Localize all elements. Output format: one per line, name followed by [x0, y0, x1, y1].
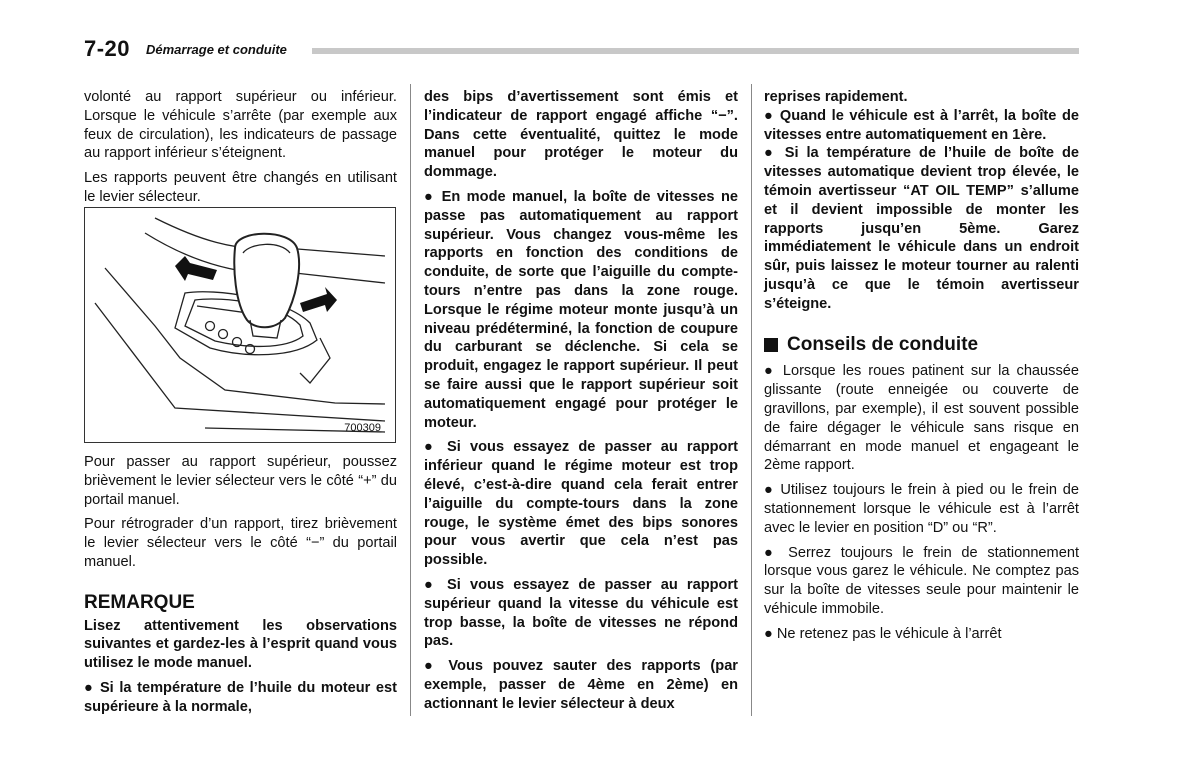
arrow-up-shift-icon — [175, 256, 217, 281]
paragraph: ● En mode manuel, la boîte de vitesses ne passe pas automatiquement au rapport supérieur. Vous changez vous-même les rapports en fonction des conditions de conduite, de sorte que l’aiguille du compte-tours n’entre pas dans la zone rouge. Lorsque le régime moteur monte jusqu’à un niveau prédéterminé, la fonction de coupure du carburant se déclenche. Si cela se produit, engagez le rapport supérieur. Il peut se faire aussi que le rapport supérieur soit automatiquement engagé pour protéger le moteur. — [424, 188, 738, 431]
paragraph: Pour rétrograder d’un rapport, tirez brièvement le levier sélecteur vers le côté “−” du portail manuel. — [84, 516, 397, 570]
section-title: Démarrage et conduite — [146, 42, 287, 57]
page-header — [84, 36, 1079, 64]
indicator-circle — [206, 322, 215, 331]
paragraph: Lisez attentivement les observations suivantes et gardez-les à l’esprit quand vous utilisez le mode manuel. — [84, 617, 397, 672]
conseils-heading — [764, 333, 1079, 355]
paragraph: volonté au rapport supérieur ou inférieur. Lorsque le véhicule s’arrête (par exemple aux feux de circulation), les indicateurs de passage au rapport inférieur s’éteignent. — [84, 89, 397, 162]
page-number: 7-20 — [84, 36, 131, 61]
column-2 — [424, 88, 738, 714]
indicator-circle — [219, 330, 228, 339]
paragraph: reprises rapidement. — [764, 89, 908, 105]
remarque-heading: REMARQUE — [84, 591, 195, 613]
paragraph: ● Ne retenez pas le véhicule à l’arrêt — [764, 625, 1002, 642]
paragraph: Pour passer au rapport supérieur, poussez brièvement le levier sélecteur vers le côté “+” du portail manuel. — [84, 454, 397, 508]
column-1 — [84, 88, 397, 207]
paragraph: ● Si la température de l’huile de boîte de vitesses automatique devient trop élevée, le témoin avertisseur “AT OIL TEMP” s’allume et il devient impossible de monter les rapports jusqu’en 5ème. Garez immédiatement le véhicule dans un endroit sûr, puis laissez le moteur tourner au ralenti jusqu’à ce que le témoin avertisseur s’éteigne. — [764, 145, 1079, 312]
square-bullet-icon — [764, 338, 778, 352]
paragraph: ● Si vous essayez de passer au rapport supérieur quand la vitesse du véhicule est trop basse, la boîte de vitesses ne répond pas. — [424, 576, 738, 650]
paragraph: ● Si vous essayez de passer au rapport inférieur quand le régime moteur est trop élevé, c’est-à-dire quand cela ferait entrer l’aiguille du compte-tours dans la zone rouge, le système émet des bips sonores pour vous avertir que cela n’est pas possible. — [424, 439, 738, 569]
paragraph: des bips d’avertissement sont émis et l’indicateur de rapport engagé affiche “−”. Dans cette éventualité, quittez le mode manuel pour protéger le moteur du dommage. — [424, 89, 738, 181]
paragraph: ● Quand le véhicule est à l’arrêt, la boîte de vitesses entre automatiquement en 1ère. — [764, 107, 1079, 143]
figure-code: 700309 — [344, 422, 381, 434]
column-3 — [764, 88, 1079, 644]
column-divider — [410, 84, 411, 716]
paragraph: ● Si la température de l’huile du moteur est supérieure à la normale, — [84, 679, 397, 715]
paragraph: ● Vous pouvez sauter des rapports (par exemple, passer de 4ème en 2ème) en actionnant le levier sélecteur à deux — [424, 658, 738, 712]
arrow-down-shift-icon — [300, 287, 337, 312]
conseils-heading-text: Conseils de conduite — [787, 333, 979, 355]
column-divider — [751, 84, 752, 716]
paragraph: ● Lorsque les roues patinent sur la chaussée glissante (route enneigée ou couverte de gravillons, par exemple), il est souvent possible de faire dégager le véhicule sans risque en démarrant en mode manuel et engageant le 2ème rapport. — [764, 363, 1079, 474]
shift-knob — [234, 234, 299, 328]
column-1-continued — [84, 453, 397, 717]
paragraph: ● Serrez toujours le frein de stationnement lorsque vous garez le véhicule. Ne comptez pas sur la boîte de vitesses seule pour maintenir le véhicule immobile. — [764, 544, 1079, 617]
gear-selector-illustration — [84, 207, 396, 443]
console-edge-line — [300, 338, 330, 383]
header-rule — [312, 48, 1079, 54]
gear-selector-drawing — [85, 208, 395, 442]
paragraph: ● Utilisez toujours le frein à pied ou le frein de stationnement lorsque le véhicule est à l’arrêt avec le levier en position “D” ou “R”. — [764, 482, 1079, 536]
paragraph: Les rapports peuvent être changés en utilisant le levier sélecteur. — [84, 170, 397, 205]
